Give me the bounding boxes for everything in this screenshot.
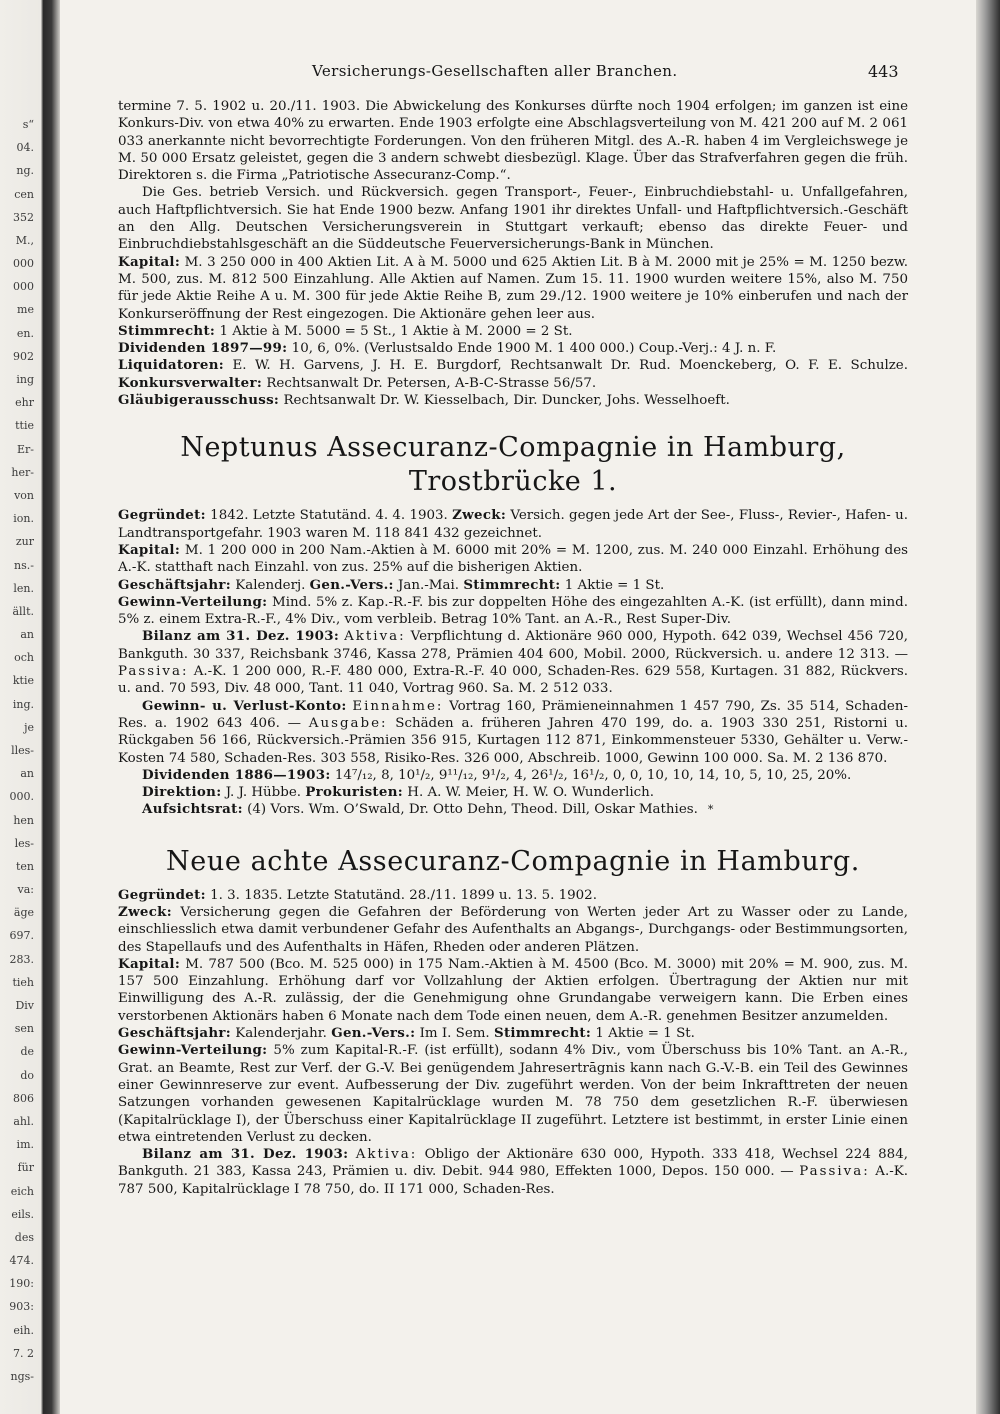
gutter-fragment: her- xyxy=(11,466,34,479)
gutter-fragment: eils. xyxy=(11,1208,34,1221)
gutter-fragment: ing xyxy=(16,373,34,386)
zweck-text: Versich. gegen jede Art der See-, Fluss-, Revier-, Hafen- u. Landtransportgefahr. 1903 waren M. 118 841 432 gezeichnet. xyxy=(118,508,908,541)
gutter-fragment: ngs- xyxy=(10,1370,34,1383)
stimmrecht-text: 1 Aktie = 1 St. xyxy=(564,577,665,593)
direktion-label: Direktion: xyxy=(142,784,222,801)
gegruendet-text: 1. 3. 1835. Letzte Statutänd. 28./11. 1899 u. 13. 5. 1902. xyxy=(210,887,597,903)
geschaeftsjahr-label: Geschäftsjahr: xyxy=(118,1025,231,1042)
passiva-text: A.-K. 787 500, Kapitalrücklage I 78 750, do. II 171 000, Schaden-Res. xyxy=(118,1164,909,1197)
bilanz-label: Bilanz am 31. Dez. 1903: xyxy=(142,1146,349,1163)
section1-liquidatoren xyxy=(118,357,908,392)
kapital-label: Kapital: xyxy=(118,253,181,270)
gutter-fragment: och xyxy=(14,651,34,664)
gutter-fragment: für xyxy=(17,1161,34,1174)
gutter-fragment: Er- xyxy=(16,443,34,456)
gutter-fragment: de xyxy=(20,1045,34,1058)
gutter-fragment: ktie xyxy=(12,674,34,687)
neptunus-address: Trostbrücke 1. xyxy=(408,466,618,498)
right-page-edge xyxy=(976,0,1000,1414)
liquidatoren-text: E. W. H. Garvens, J. H. E. Burgdorf, Rechtsanwalt Dr. Rud. Moenckeberg, O. F. E. Schulze. xyxy=(232,358,908,374)
zweck-label: Zweck: xyxy=(118,903,172,920)
neptunus-dividenden xyxy=(118,767,908,784)
bilanz-label: Bilanz am 31. Dez. 1903: xyxy=(142,628,340,645)
gutter-fragment: 000 xyxy=(13,280,34,293)
gutter-fragment: 902 xyxy=(13,350,34,363)
gutter-fragment: ion. xyxy=(13,512,34,525)
gutter-fragment: 903: xyxy=(9,1300,34,1313)
geschaeftsjahr-text: Kalenderjahr. xyxy=(235,1026,327,1042)
gutter-fragment: an xyxy=(20,767,34,780)
guv-label: Gewinn- u. Verlust-Konto: xyxy=(142,697,347,714)
neptunus-geschaeftsjahr xyxy=(118,577,908,594)
geschaeftsjahr-text: Kalenderj. xyxy=(235,577,306,593)
gutter-fragment: je xyxy=(24,721,34,734)
gutter-fragment: eich xyxy=(10,1185,34,1198)
aktiva-label: Aktiva: xyxy=(344,629,406,645)
gutter-fragment: an xyxy=(20,628,34,641)
gutter-fragment: les- xyxy=(14,837,34,850)
gutter-fragment: 697. xyxy=(9,929,34,942)
neue-achte-geschaeftsjahr xyxy=(118,1025,908,1042)
aktiva-text: Verpflichtung d. Aktionäre 960 000, Hypoth. 642 039, Wechsel 456 720, Bankguth. 30 337, Reichsbank 3746, Kassa 278, Prämien 404 600, Mobil. 2000, Rückversich. u. andere 12 313. — xyxy=(118,629,908,662)
stimmrecht-label: Stimmrecht: xyxy=(493,1025,592,1042)
gutter-fragment: Div xyxy=(15,999,34,1012)
gutter-fragment: 806 xyxy=(13,1092,34,1105)
page-content xyxy=(118,98,908,1198)
aufsichtsrat-label: Aufsichtsrat: xyxy=(142,801,243,818)
passiva-label: Passiva: xyxy=(799,1164,870,1180)
gutter-fragment: 7. 2 xyxy=(13,1347,34,1360)
gutter-fragment: eih. xyxy=(13,1324,34,1337)
gewinn-verteilung-label: Gewinn-Verteilung: xyxy=(118,593,268,610)
neptunus-guv xyxy=(118,698,908,767)
gutter-fragment: cen xyxy=(14,188,34,201)
neptunus-direktion xyxy=(118,784,908,801)
gutter-fragment: ing. xyxy=(12,698,34,711)
section1-para1: termine 7. 5. 1902 u. 20./11. 1903. Die Abwickelung des Konkurses dürfte noch 1904 erfolgen; im ganzen ist eine Konkurs-Div. von etwa 40% zu erwarten. Ende 1903 erfolgte eine Abschlagsverteilung von M. 421 200 auf M. 2 061 033 anerkannte nicht bevorrechtigte Forderungen. Von den früheren Mitgl. des A.-R. haben 4 im Vergleichswege je M. 50 000 Ersatz geleistet, gegen die 3 andern schwebt diesbezügl. Klage. Über das Strafverfahren gegen die früh. Direktoren s. die Firma „Patriotische Assecuranz-Comp.“. xyxy=(118,99,908,184)
gutter-fragment: ns.- xyxy=(14,559,34,572)
neptunus-gegruendet xyxy=(118,507,908,542)
neptunus-gewinn-verteilung xyxy=(118,594,908,629)
gewinn-verteilung-text: Mind. 5% z. Kap.-R.-F. bis zur doppelten Höhe des eingezahlten A.-K. (ist erfüllt), dann mind. 5% z. einem Extra-R.-F., 4% Div., vom verbleib. Betrag 10% Tant. an A.-R., Rest Super-Div. xyxy=(118,594,908,628)
kapital-text: M. 1 200 000 in 200 Nam.-Aktien à M. 6000 mit 20% = M. 1200, zus. M. 240 000 Einzahl. Erhöhung des A.-K. statthaft nach Einzahl. von zus. 25% auf die bisherigen Aktien. xyxy=(118,542,908,576)
gutter-fragment: ällt. xyxy=(12,605,34,618)
stimmrecht-text: 1 Aktie à M. 5000 = 5 St., 1 Aktie à M. 2000 = 2 St. xyxy=(219,323,573,339)
gutter-fragment: M., xyxy=(15,234,34,247)
gutter-fragment: sen xyxy=(14,1022,34,1035)
gutter-fragment: len. xyxy=(13,582,34,595)
gegruendet-label: Gegründet: xyxy=(118,507,206,524)
dividenden-text: 10, 6, 0%. (Verlustsaldo Ende 1900 M. 1 400 000.) Coup.-Verj.: 4 J. n. F. xyxy=(291,341,777,357)
gutter-fragment: hen xyxy=(13,814,34,827)
gutter-fragment: va: xyxy=(17,883,34,896)
neptunus-heading xyxy=(118,431,908,499)
kapital-text: M. 3 250 000 in 400 Aktien Lit. A à M. 5000 und 625 Aktien Lit. B à M. 2000 mit je 25% = M. 1250 bezw. M. 500, zus. M. 812 500 Einzahlung. Alle Aktien auf Namen. Zum 15. 11. 1900 wurden weitere 15%, also M. 750 für jede Aktie Reihe A u. M. 300 für jede Aktie Reihe B, zum 29./12. 1900 weitere je 10% einberufen und nach der Konkurseröffnung der Rest eingezogen. Die Aktionäre gehen leer aus. xyxy=(118,254,908,322)
neue-achte-zweck xyxy=(118,904,908,956)
gutter-fragment: ttie xyxy=(15,419,34,432)
prokuristen-label: Prokuristen: xyxy=(305,784,404,801)
dividenden-text: 14⁷/₁₂, 8, 10¹/₂, 9¹¹/₁₂, 9¹/₂, 4, 26¹/₂, 16¹/₂, 0, 0, 10, 10, 14, 10, 5, 10, 25, 20%. xyxy=(334,767,852,783)
liquidatoren-label: Liquidatoren: xyxy=(118,357,224,374)
gutter-fragment: s“ xyxy=(22,118,34,131)
gegruendet-label: Gegründet: xyxy=(118,886,206,903)
gutter-fragment: 04. xyxy=(16,141,34,154)
section1-kapital xyxy=(118,254,908,323)
kapital-text: M. 787 500 (Bco. M. 525 000) in 175 Nam.-Aktien à M. 4500 (Bco. M. 3000) mit 20% = M. 900, zus. M. 157 500 Einzahlung. Erhöhung darf vor Vollzahlung der Aktien erfolgen. Übertragung der Aktien nur mit Einwilligung des A.-R. zulässig, der die Genehmigung ohne Grundangabe verweigern kann. Die Erben eines verstorbenen Aktionärs haben 6 Monate nach dem Tode einen neuen, dem A.-R. genehmen Besitzer anzumelden. xyxy=(118,956,908,1024)
einnahme-text: Vortrag 160, Prämieneinnahmen 1 457 790, Zs. 35 514, Schaden-Res. a. 1902 643 406. — xyxy=(118,698,908,731)
ausgabe-label: Ausgabe: xyxy=(308,715,388,731)
gutter-fragment: im. xyxy=(16,1138,34,1151)
gutter-fragment: zur xyxy=(15,535,34,548)
gewinn-verteilung-label: Gewinn-Verteilung: xyxy=(118,1042,268,1059)
gen-vers-text: Jan.-Mai. xyxy=(398,577,460,593)
gutter-fragment: äge xyxy=(13,906,34,919)
gutter-fragment: ahl. xyxy=(13,1115,34,1128)
gutter-fragment: des xyxy=(14,1231,34,1244)
left-page-gutter xyxy=(0,0,60,1414)
neue-achte-kapital xyxy=(118,956,908,1025)
page-number: 443 xyxy=(868,62,899,81)
glaeubiger-text: Rechtsanwalt Dr. W. Kiesselbach, Dir. Duncker, Johs. Wesselhoeft. xyxy=(283,393,730,409)
ausgabe-text: Schäden a. früheren Jahren 470 199, do. a. 1903 330 251, Ristorni u. Rückgaben 56 166, Rückversich.-Prämien 356 915, Kurtagen 112 871, Einkommensteuer 5330, Gehälter u. Verw.-Kosten 74 580, Schaden-Res. 303 558, Risiko-Res. 326 000, Abschreib. 1000, Gewinn 100 000. Sa. M. 2 136 870. xyxy=(118,715,909,766)
zweck-text: Versicherung gegen die Gefahren der Beförderung von Werten jeder Art zu Wasser oder zu Lande, einschliesslich etwa damit verbundener Gefahr des Aufenthalts an Abgangs-, Durchgangs- oder Bestimmungsorten, des Stapellaufs und des Aufenthalts in Häfen, Rheden oder anderen Plätzen. xyxy=(118,904,908,955)
document-page xyxy=(60,0,976,1414)
passiva-label: Passiva: xyxy=(118,664,189,680)
gegruendet-text: 1842. Letzte Statutänd. 4. 4. 1903. xyxy=(210,508,448,524)
konkursverwalter-label: Konkursverwalter: xyxy=(118,374,263,391)
neue-achte-gewinn-verteilung xyxy=(118,1042,908,1146)
gutter-fragment: do xyxy=(20,1069,34,1082)
gutter-fragment: ehr xyxy=(15,396,34,409)
gutter-fragment: ng. xyxy=(16,164,34,177)
running-title: Versicherungs-Gesellschaften aller Branchen. xyxy=(312,62,678,80)
prokuristen-text: H. A. W. Meier, H. W. O. Wunderlich. xyxy=(407,785,655,801)
gutter-fragment: 000. xyxy=(9,790,34,803)
direktion-text: J. J. Hübbe. xyxy=(225,785,302,801)
zweck-label: Zweck: xyxy=(452,507,507,524)
section1-glaeubiger xyxy=(118,392,908,409)
gutter-fragment: von xyxy=(14,489,34,502)
gutter-fragment: en. xyxy=(16,327,34,340)
stimmrecht-label: Stimmrecht: xyxy=(463,576,561,593)
gen-vers-label: Gen.-Vers.: xyxy=(309,576,394,593)
dividenden-label: Dividenden 1886—1903: xyxy=(142,766,331,783)
neptunus-aufsichtsrat xyxy=(118,801,908,818)
einnahme-label: Einnahme: xyxy=(352,698,444,714)
gutter-fragment: 474. xyxy=(9,1254,34,1267)
neptunus-kapital xyxy=(118,542,908,577)
konkursverwalter-text: Rechtsanwalt Dr. Petersen, A-B-C-Strasse 56/57. xyxy=(266,375,597,391)
geschaeftsjahr-label: Geschäftsjahr: xyxy=(118,576,231,593)
dividenden-label: Dividenden 1897—99: xyxy=(118,340,288,357)
gutter-fragment: ten xyxy=(15,860,34,873)
gutter-fragment: me xyxy=(17,303,34,316)
gutter-fragment: 190: xyxy=(9,1277,34,1290)
gutter-fragment: 283. xyxy=(9,953,34,966)
kapital-label: Kapital: xyxy=(118,955,181,972)
gutter-fragment: 000 xyxy=(13,257,34,270)
page-header xyxy=(60,62,976,84)
section1-dividenden xyxy=(118,340,908,357)
aktiva-label: Aktiva: xyxy=(355,1147,418,1163)
gewinn-verteilung-text: 5% zum Kapital-R.-F. (ist erfüllt), sodann 4% Div., vom Überschuss bis 10% Tant. an A.-R., Grat. an Beamte, Rest zur Verf. der G.-V. Bei genügendem Jahresertrāgnis kann nach G.-V.-B. ein Teil des Gewinnes einer Gewinnreserve zur event. Aufbesserung der Div. zugeführt werden. Von der beim Inkrafttreten der neuen Satzungen vorhanden gewesenen Kapitalrücklage wurden M. 78 750 dem gesetzlichen R.-F. überwiesen (Kapitalrücklage I), der Überschuss einer Kapitalrücklage II zugeführt. Letztere ist bestimmt, in erster Linie einen etwa eintretenden Verlust zu decken. xyxy=(118,1043,908,1145)
kapital-label: Kapital: xyxy=(118,541,181,558)
section1-para2: Die Ges. betrieb Versich. und Rückversich. gegen Transport-, Feuer-, Einbruchdiebstahl- u. Unfallgefahren, auch Haftpflichtversich. Sie hat Ende 1900 bezw. Anfang 1901 ihr direktes Unfall- und Haftpflichtversich.-Geschäft an den Allg. Deutschen Versicherungsverein in Stuttgart verkauft; ebenso das direkte Feuer- und Einbruchdiebstahlsgeschäft an die Süddeutsche Feuerversicherungs-Bank in München. xyxy=(118,185,908,253)
stimmrecht-text: 1 Aktie = 1 St. xyxy=(595,1026,695,1042)
aufsichtsrat-text: (4) Vors. Wm. O’Swald, Dr. Otto Dehn, Theod. Dill, Oskar Mathies. xyxy=(247,802,698,818)
gen-vers-label: Gen.-Vers.: xyxy=(331,1025,416,1042)
neptunus-bilanz xyxy=(118,628,908,697)
stimmrecht-label: Stimmrecht: xyxy=(118,322,216,339)
neue-achte-bilanz xyxy=(118,1146,908,1198)
glaeubiger-label: Gläubigerausschuss: xyxy=(118,392,280,409)
neue-achte-gegruendet xyxy=(118,887,908,904)
passiva-text: A.-K. 1 200 000, R.-F. 480 000, Extra-R.-F. 40 000, Schaden-Res. 629 558, Kurtagen. 31 882, Rückvers. u. and. 70 593, Div. 48 000, Tant. 11 040, Vortrag 960. Sa. M. 2 512 033. xyxy=(118,664,908,697)
gutter-fragment: lles- xyxy=(11,744,34,757)
gen-vers-text: Im I. Sem. xyxy=(419,1026,490,1042)
aktiva-text: Obligo der Aktionäre 630 000, Hypoth. 333 418, Wechsel 224 884, Bankguth. 21 383, Kassa 243, Prämien u. div. Debit. 944 980, Effekten 1000, Depos. 150 000. — xyxy=(118,1147,908,1180)
gutter-fragment: tieh xyxy=(12,976,34,989)
neptunus-title: Neptunus Assecuranz-Compagnie in Hamburg, xyxy=(180,432,846,464)
footnote-star: * xyxy=(707,803,714,817)
neue-achte-heading: Neue achte Assecuranz-Compagnie in Hamburg. xyxy=(166,845,860,877)
section1-stimmrecht xyxy=(118,323,908,340)
gutter-fragment: 352 xyxy=(13,211,34,224)
